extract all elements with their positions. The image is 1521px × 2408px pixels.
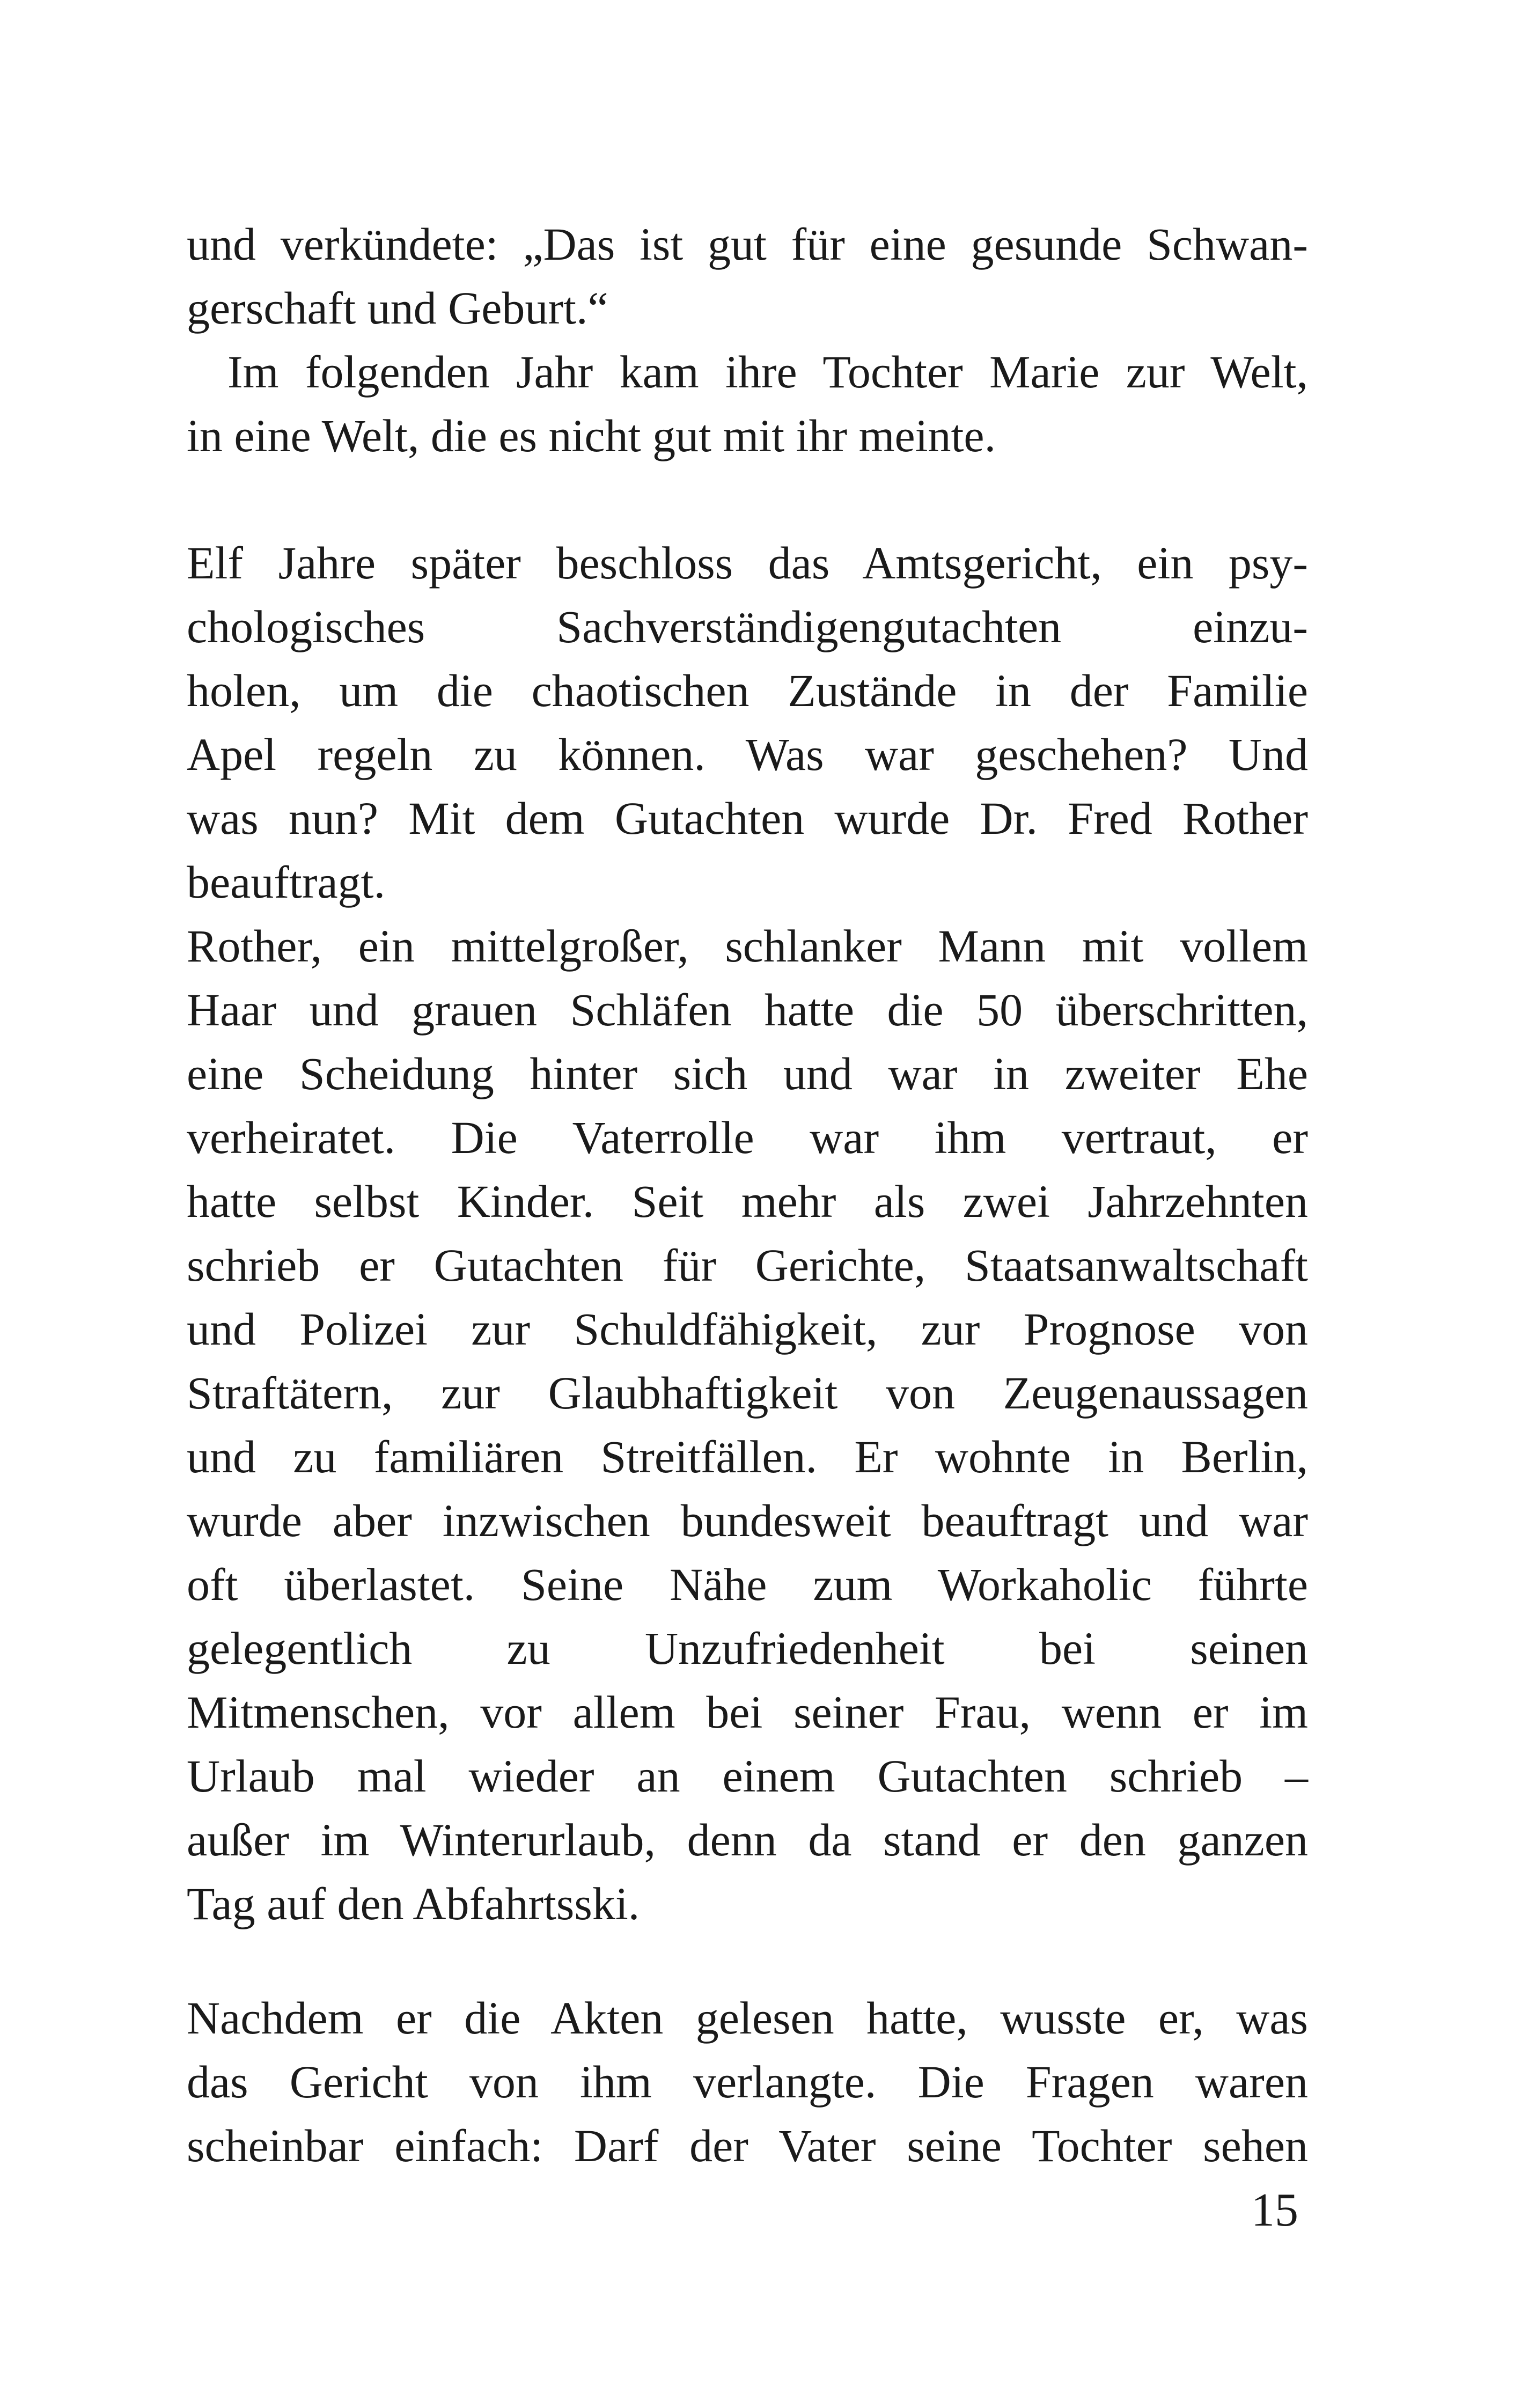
text-line: Apel regeln zu können. Was war geschehen? Und [187, 729, 1308, 780]
text-line: außer im Winterurlaub, denn da stand er den ganzen [187, 1814, 1308, 1866]
paragraph-5 [187, 1986, 1308, 2178]
text-line: Haar und grauen Schläfen hatte die 50 überschritten, [187, 984, 1308, 1036]
text-line: oft überlastet. Seine Nähe zum Workaholic führte [187, 1559, 1308, 1610]
text-line: eine Scheidung hinter sich und war in zweiter Ehe [187, 1048, 1308, 1099]
text-line: Rother, ein mittelgroßer, schlanker Mann mit vollem [187, 920, 1308, 972]
text-line: in eine Welt, die es nicht gut mit ihr meinte. [187, 410, 996, 461]
text-line: holen, um die chaotischen Zustände in der Familie [187, 665, 1308, 716]
text-line: Im folgenden Jahr kam ihre Tochter Marie zur Welt, [227, 346, 1308, 398]
text-line: Elf Jahre später beschloss das Amtsgericht, ein psy- [187, 537, 1308, 589]
text-line: was nun? Mit dem Gutachten wurde Dr. Fred Rother [187, 792, 1308, 844]
text-line: verheiratet. Die Vaterrolle war ihm vertraut, er [187, 1112, 1308, 1163]
text-line: gerschaft und Geburt.“ [187, 282, 608, 334]
text-line: hatte selbst Kinder. Seit mehr als zwei Jahrzehnten [187, 1176, 1308, 1227]
text-line: Tag auf den Abfahrtsski. [187, 1878, 640, 1929]
text-line: das Gericht von ihm verlangte. Die Fragen waren [187, 2056, 1308, 2108]
paragraph-4 [187, 914, 1308, 1936]
text-line: Mitmenschen, vor allem bei seiner Frau, wenn er im [187, 1686, 1308, 1738]
text-line: chologisches Sachverständigengutachten einzu- [187, 601, 1308, 652]
text-line: und Polizei zur Schuldfähigkeit, zur Prognose von [187, 1303, 1308, 1355]
text-line: und zu familiären Streitfällen. Er wohnte in Berlin, [187, 1431, 1308, 1482]
text-line: scheinbar einfach: Darf der Vater seine Tochter sehen [187, 2120, 1308, 2171]
page-number: 15 [1251, 2184, 1298, 2236]
text-line: und verkündete: „Das ist gut für eine gesunde Schwan- [187, 218, 1308, 270]
paragraph-1 [187, 212, 1308, 340]
text-line: beauftragt. [187, 856, 386, 908]
paragraph-2 [187, 340, 1308, 468]
text-line: Nachdem er die Akten gelesen hatte, wusste er, was [187, 1992, 1308, 2044]
text-line: schrieb er Gutachten für Gerichte, Staatsanwaltschaft [187, 1239, 1308, 1291]
paragraph-3 [187, 531, 1308, 914]
text-line: gelegentlich zu Unzufriedenheit bei seinen [187, 1623, 1308, 1674]
text-line: wurde aber inzwischen bundesweit beauftragt und war [187, 1495, 1308, 1546]
text-line: Urlaub mal wieder an einem Gutachten schrieb – [187, 1750, 1308, 1802]
text-line: Straftätern, zur Glaubhaftigkeit von Zeugenaussagen [187, 1367, 1308, 1419]
